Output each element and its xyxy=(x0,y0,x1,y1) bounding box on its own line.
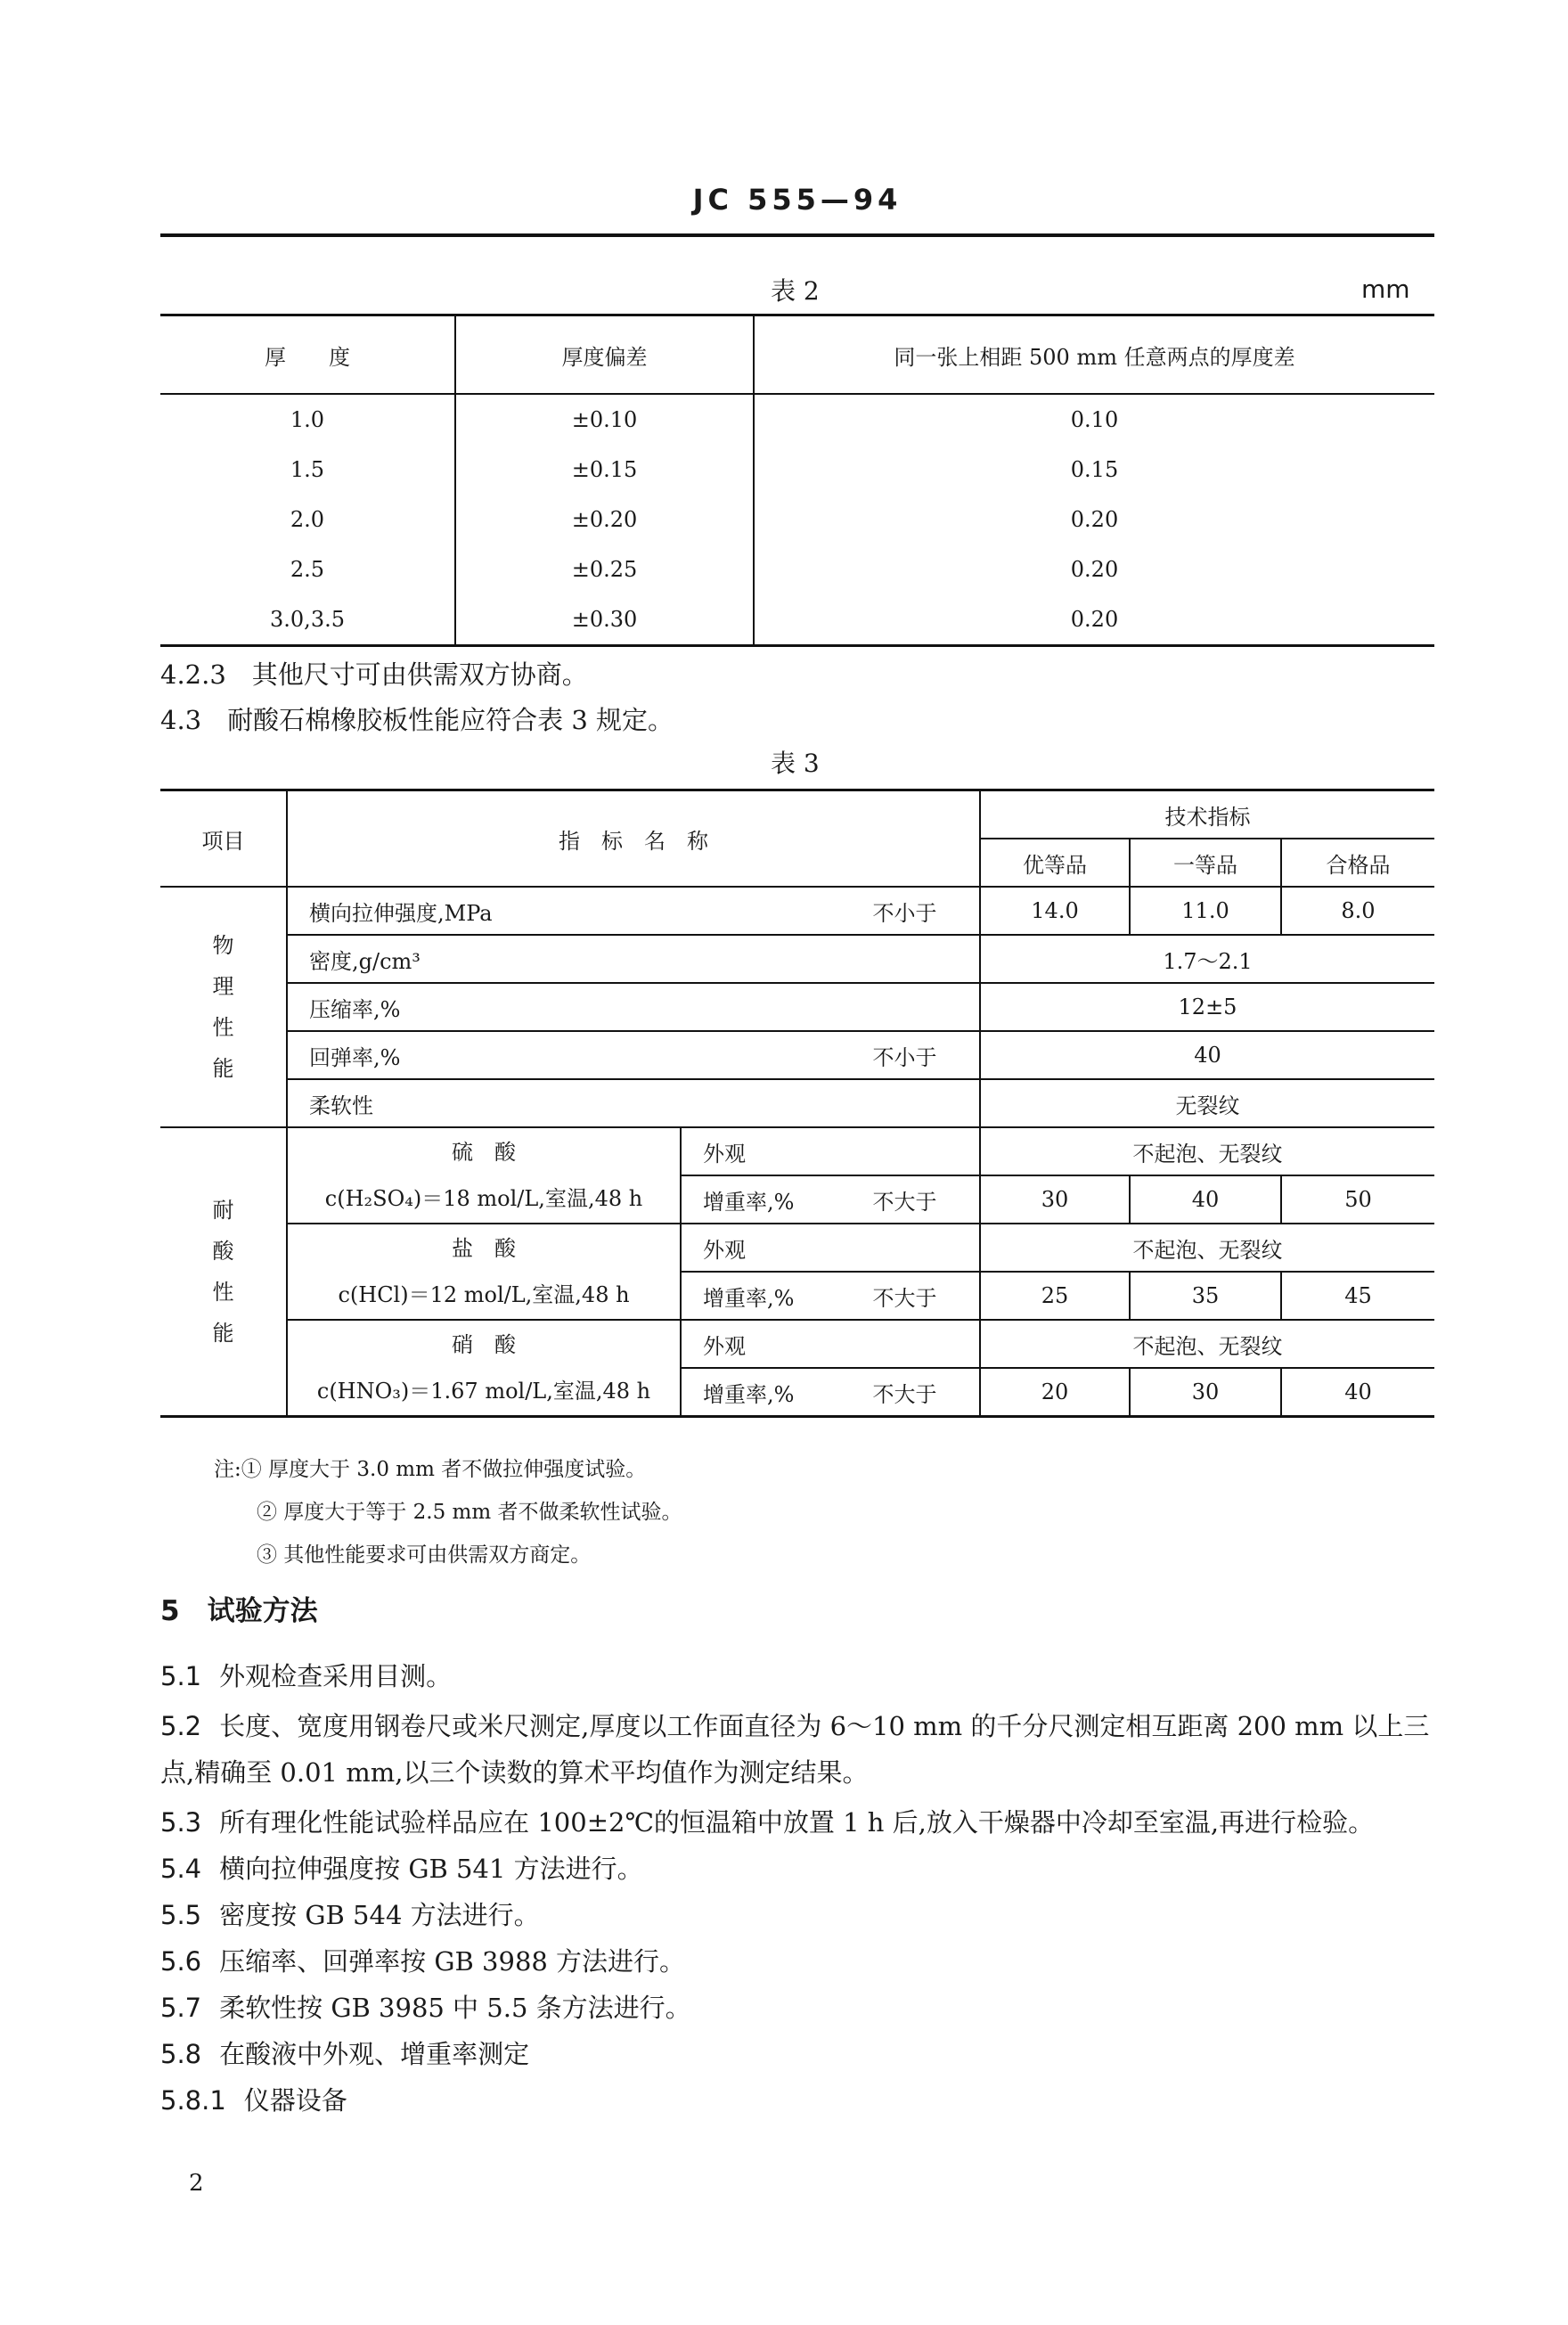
table2-header-thickness: 厚 度 xyxy=(160,315,455,395)
property-name: 横向拉伸强度,MPa xyxy=(287,887,830,935)
clause-5-8 xyxy=(160,2031,1434,2077)
acid-name: 硫 酸 xyxy=(452,1140,516,1165)
acid-cell xyxy=(287,1224,681,1320)
clause-4-2-3: 4.2.3 其他尺寸可由供需双方协商。 xyxy=(160,659,588,690)
table2 xyxy=(160,314,1434,647)
acid-name: 盐 酸 xyxy=(452,1236,516,1261)
grade-superior: 优等品 xyxy=(980,839,1130,887)
clause-text: 长度、宽度用钢卷尺或米尺测定,厚度以工作面直径为 6～10 mm 的千分尺测定相互距离 200 mm 以上三点,精确至 0.01 mm,以三个读数的算术平均值作为测定结果。 xyxy=(160,1711,1430,1788)
table-row xyxy=(160,1127,1434,1175)
table-cell: 0.20 xyxy=(1070,557,1119,582)
note-3: ③ 其他性能要求可由供需双方商定。 xyxy=(257,1543,592,1567)
clause-text: 在酸液中外观、增重率测定 xyxy=(219,2039,530,2069)
clause-number: 5.6 xyxy=(160,1946,202,1977)
table-cell: 45 xyxy=(1281,1272,1434,1320)
clause-5-8-1 xyxy=(160,2077,1434,2124)
table-cell: ±0.15 xyxy=(455,445,754,495)
acid-concentration: c(H₂SO₄)＝18 mol/L,室温,48 h xyxy=(324,1186,643,1211)
table-cell: 不起泡、无裂纹 xyxy=(980,1320,1434,1368)
property-condition: 不小于 xyxy=(830,887,980,935)
clause-text: 所有理化性能试验样品应在 100±2℃的恒温箱中放置 1 h 后,放入干燥器中冷却至室温,再进行检验。 xyxy=(219,1807,1375,1838)
table-cell: 30 xyxy=(980,1175,1130,1224)
table3-header-tech: 技术指标 xyxy=(980,790,1434,839)
table3 xyxy=(160,789,1434,1418)
acid-name: 硝 酸 xyxy=(452,1332,516,1357)
table3-header-item: 项目 xyxy=(160,790,287,888)
document-code: JC 555—94 xyxy=(692,183,902,217)
clause-5-5 xyxy=(160,1892,1434,1938)
note-2: ② 厚度大于等于 2.5 mm 者不做柔软性试验。 xyxy=(257,1501,682,1524)
table-cell: 0.15 xyxy=(1070,457,1119,482)
grade-first: 一等品 xyxy=(1130,839,1281,887)
table2-header-row xyxy=(160,315,1434,395)
table-cell: 40 xyxy=(1130,1175,1281,1224)
section-5-body xyxy=(160,1653,1434,2124)
acid-cell xyxy=(287,1127,681,1224)
header-rule xyxy=(160,233,1434,237)
table-row xyxy=(160,594,1434,646)
table-cell: 1.0 xyxy=(160,394,455,445)
weight-gain-condition: 不大于 xyxy=(830,1368,980,1417)
clause-5-3 xyxy=(160,1799,1434,1846)
table-cell: 0.20 xyxy=(1070,607,1119,632)
page-number: 2 xyxy=(189,2170,204,2197)
property-name: 压缩率,% xyxy=(287,983,830,1031)
table3-header-name: 指 标 名 称 xyxy=(287,790,980,888)
table2-caption: 表 2 xyxy=(771,276,820,306)
acid-cell xyxy=(287,1320,681,1417)
property-condition xyxy=(830,1079,980,1127)
weight-gain-condition: 不大于 xyxy=(830,1272,980,1320)
weight-gain-label: 增重率,% xyxy=(681,1175,830,1224)
acid-concentration: c(HNO₃)＝1.67 mol/L,室温,48 h xyxy=(316,1379,651,1404)
property-name: 密度,g/cm³ xyxy=(287,935,830,983)
appearance-label: 外观 xyxy=(681,1320,980,1368)
table2-header-difference: 同一张上相距 500 mm 任意两点的厚度差 xyxy=(754,315,1434,395)
clause-text: 仪器设备 xyxy=(243,2085,347,2116)
appearance-label: 外观 xyxy=(681,1224,980,1272)
table-cell: 不起泡、无裂纹 xyxy=(980,1224,1434,1272)
property-name: 柔软性 xyxy=(287,1079,830,1127)
table-row xyxy=(160,983,1434,1031)
clause-5-2 xyxy=(160,1703,1434,1796)
table-cell: 25 xyxy=(980,1272,1130,1320)
property-condition xyxy=(830,935,980,983)
table-row xyxy=(160,1079,1434,1127)
table-row xyxy=(160,887,1434,935)
table-cell: ±0.25 xyxy=(455,544,754,594)
table-cell: 30 xyxy=(1130,1368,1281,1417)
clause-text: 横向拉伸强度按 GB 541 方法进行。 xyxy=(219,1854,643,1884)
table-row xyxy=(160,445,1434,495)
weight-gain-label: 增重率,% xyxy=(681,1368,830,1417)
table-row xyxy=(160,394,1434,445)
clause-number: 5.2 xyxy=(160,1711,202,1741)
table3-caption: 表 3 xyxy=(771,749,820,778)
table-row xyxy=(160,544,1434,594)
table-cell: 40 xyxy=(1281,1368,1434,1417)
table-cell: 2.0 xyxy=(160,495,455,544)
table-cell: 3.0,3.5 xyxy=(160,594,455,646)
clause-text: 压缩率、回弹率按 GB 3988 方法进行。 xyxy=(219,1946,686,1977)
table2-header-deviation: 厚度偏差 xyxy=(455,315,754,395)
clause-number: 5.8.1 xyxy=(160,2085,226,2116)
table-cell: 14.0 xyxy=(980,887,1130,935)
table-cell: ±0.10 xyxy=(455,394,754,445)
clause-number: 5.3 xyxy=(160,1807,202,1838)
group-physical: 物 理 性 能 xyxy=(160,887,287,1127)
grade-qualified: 合格品 xyxy=(1281,839,1434,887)
clause-text: 密度按 GB 544 方法进行。 xyxy=(219,1900,540,1930)
clause-4-3: 4.3 耐酸石棉橡胶板性能应符合表 3 规定。 xyxy=(160,705,674,735)
clause-number: 5.8 xyxy=(160,2039,202,2069)
table-cell: ±0.30 xyxy=(455,594,754,646)
table2-unit: mm xyxy=(1361,274,1410,304)
property-condition: 不小于 xyxy=(830,1031,980,1079)
clause-number: 5.1 xyxy=(160,1661,202,1691)
table-row xyxy=(160,1320,1434,1368)
acid-concentration: c(HCl)＝12 mol/L,室温,48 h xyxy=(338,1282,630,1307)
property-condition xyxy=(830,983,980,1031)
table-cell: 0.20 xyxy=(1070,507,1119,532)
appearance-label: 外观 xyxy=(681,1127,980,1175)
weight-gain-condition: 不大于 xyxy=(830,1175,980,1224)
table-cell: 不起泡、无裂纹 xyxy=(980,1127,1434,1175)
clause-5-7 xyxy=(160,1985,1434,2031)
group-acid-resistance: 耐 酸 性 能 xyxy=(160,1127,287,1417)
table3-notes xyxy=(214,1448,682,1576)
note-1: 注:① 厚度大于 3.0 mm 者不做拉伸强度试验。 xyxy=(214,1458,647,1481)
section-5-title: 5 试验方法 xyxy=(160,1595,318,1627)
clause-5-4 xyxy=(160,1846,1434,1892)
table-cell: 11.0 xyxy=(1130,887,1281,935)
table-cell: 40 xyxy=(980,1031,1434,1079)
table-row xyxy=(160,1031,1434,1079)
table-cell: 0.10 xyxy=(1070,407,1119,432)
table-cell: 20 xyxy=(980,1368,1130,1417)
table3-header-row xyxy=(160,790,1434,839)
table-cell: 1.5 xyxy=(160,445,455,495)
table-cell: 2.5 xyxy=(160,544,455,594)
clause-text: 柔软性按 GB 3985 中 5.5 条方法进行。 xyxy=(219,1993,691,2023)
table-row xyxy=(160,935,1434,983)
clause-number: 5.4 xyxy=(160,1854,202,1884)
table-cell: 无裂纹 xyxy=(980,1079,1434,1127)
table-cell: ±0.20 xyxy=(455,495,754,544)
table-cell: 12±5 xyxy=(980,983,1434,1031)
clause-5-6 xyxy=(160,1938,1434,1985)
clause-number: 5.7 xyxy=(160,1993,202,2023)
table-cell: 8.0 xyxy=(1281,887,1434,935)
table-row xyxy=(160,495,1434,544)
clause-5-1 xyxy=(160,1653,1434,1699)
clause-number: 5.5 xyxy=(160,1900,202,1930)
property-name: 回弹率,% xyxy=(287,1031,830,1079)
table-cell: 1.7～2.1 xyxy=(980,935,1434,983)
table-row xyxy=(160,1224,1434,1272)
table-cell: 35 xyxy=(1130,1272,1281,1320)
clause-text: 外观检查采用目测。 xyxy=(219,1661,453,1691)
weight-gain-label: 增重率,% xyxy=(681,1272,830,1320)
table-cell: 50 xyxy=(1281,1175,1434,1224)
